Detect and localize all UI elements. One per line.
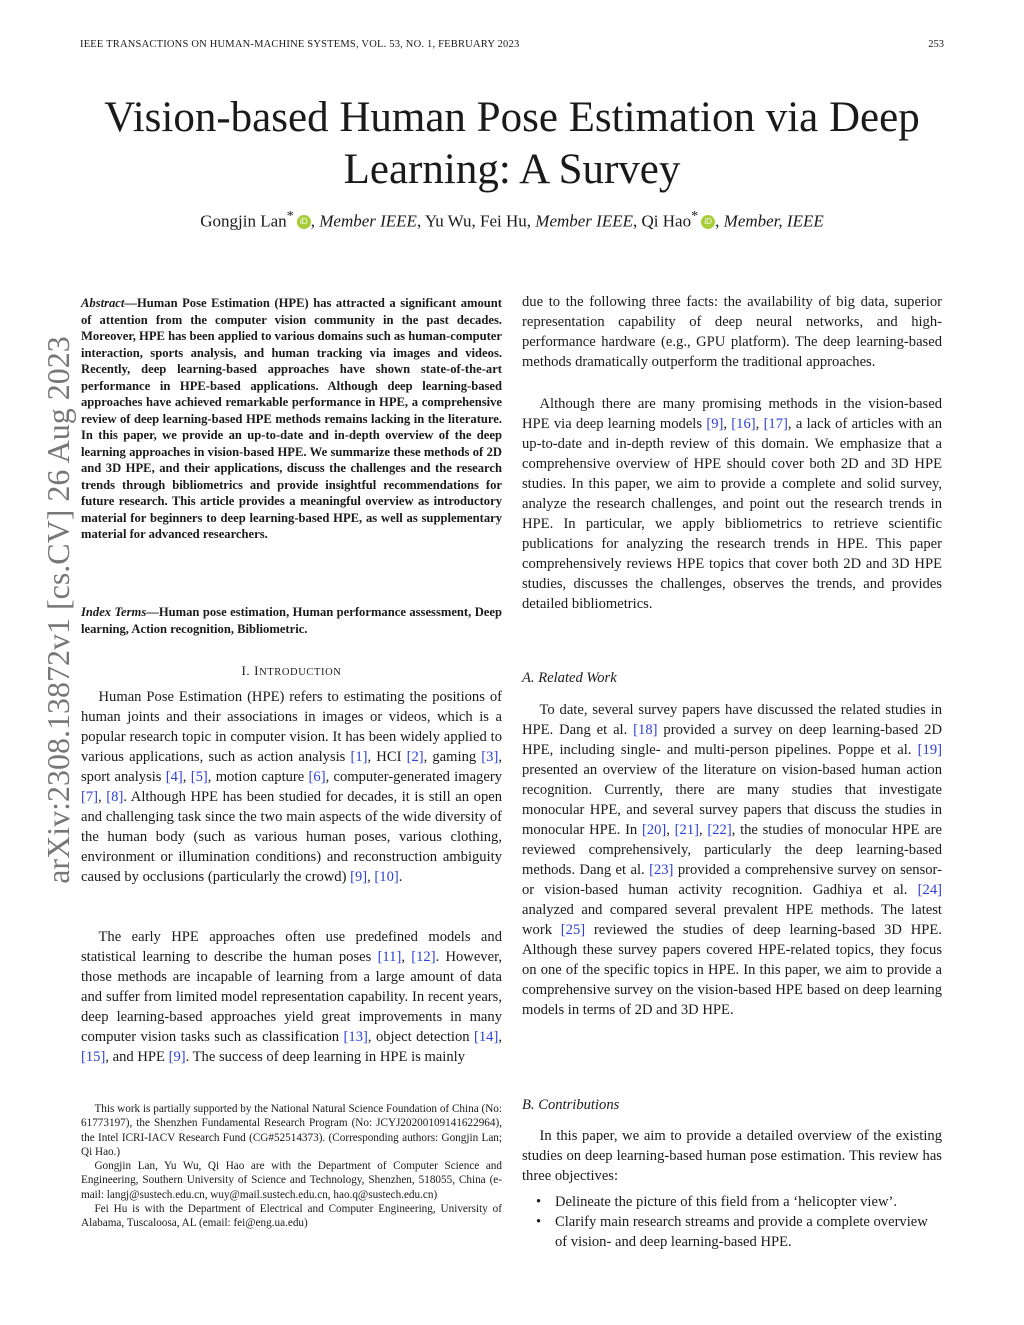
- citation-link[interactable]: [23]: [649, 862, 674, 878]
- citation-link[interactable]: [4]: [165, 769, 183, 785]
- text-run: , the studies of monocular HPE are reviewed comprehensively, particularly the deep learning-based methods. Dang et al.: [522, 822, 943, 878]
- author-name: Gongjin Lan: [200, 211, 287, 231]
- citation-link[interactable]: [16]: [731, 416, 756, 432]
- corresponding-mark: *: [691, 208, 699, 224]
- text-run: The early HPE approaches often use predefined models and statistical learning to describe the human poses: [81, 929, 502, 965]
- citation-link[interactable]: [19]: [917, 742, 942, 758]
- text-run: , HCI: [367, 749, 407, 765]
- text-run: provided a comprehensive survey on sensor- or vision-based human activity recognition. Gadhiya et al.: [522, 862, 942, 898]
- text-run: ,: [699, 822, 708, 838]
- citation-link[interactable]: [8]: [106, 789, 124, 805]
- bullet-icon: •: [536, 1194, 542, 1210]
- text-run: analyzed and compared several prevalent HPE methods. The latest work: [522, 902, 942, 938]
- text-run: due to the following three facts: the availability of big data, superior representation capability of deep neural networks, and high-performance hardware (e.g., GPU platform). The deep learning-based methods dramatically outperform the traditional approaches.: [522, 294, 942, 370]
- text-run: , object detection: [367, 1029, 474, 1045]
- author-line: Gongjin Lan* iD , Member IEEE, Yu Wu, Fei Hu, Member IEEE, Qi Hao* iD , Member, IEEE: [200, 208, 824, 231]
- page-number: 253: [928, 39, 944, 50]
- text-run: ,: [98, 789, 107, 805]
- index-terms-text: —Human pose estimation, Human performance assessment, Deep learning, Action recognition, Bibliometric.: [81, 605, 502, 636]
- intro-paragraph-1: [81, 687, 502, 887]
- abstract: [81, 295, 502, 543]
- corresponding-mark: *: [286, 208, 294, 224]
- citation-link[interactable]: [12]: [411, 949, 436, 965]
- citation-link[interactable]: [5]: [190, 769, 208, 785]
- footnotes: [81, 1102, 502, 1231]
- text-run: . However, those methods are incapable of learning from a large amount of data and suffer from limited model representation capability. In recent years, deep learning-based approaches yield great improvements in many computer vision tasks such as classification: [81, 949, 503, 1045]
- author-name: Qi Hao: [641, 211, 692, 231]
- citation-link[interactable]: [24]: [917, 882, 942, 898]
- text-run: ,: [367, 869, 375, 885]
- citation-link[interactable]: [14]: [474, 1029, 499, 1045]
- list-item: • Delineate the picture of this field from a ‘helicopter view’.: [536, 1194, 898, 1210]
- orcid-icon[interactable]: iD: [297, 215, 311, 229]
- subsection-heading-contributions: B. Contributions: [522, 1097, 620, 1113]
- text-run: . The success of deep learning in HPE is mainly: [185, 1049, 465, 1065]
- citation-link[interactable]: [1]: [350, 749, 368, 765]
- text-run: , motion capture: [207, 769, 309, 785]
- author-affiliation: Member, IEEE: [723, 211, 824, 231]
- citation-link[interactable]: [6]: [308, 769, 326, 785]
- text-run: , a lack of articles with an up-to-date and in-depth review of this domain. We emphasize that a comprehensive overview of HPE should cover both 2D and 3D HPE studies. In this paper, we aim to provide a complete and solid survey, analyze the research challenges, and point out the research trends in HPE. In particular, we apply bibliometrics to retrieve scientific publications for analyzing the research trends in HPE. This paper comprehensively reviews HPE topics that cover both 2D and 3D HPE studies, discusses the challenges, observes the trends, and provides detailed bibliometrics.: [522, 416, 943, 612]
- intro-paragraph-2: [81, 927, 502, 1067]
- objectives-list: [522, 1192, 942, 1252]
- text-run: reviewed the studies of deep learning-based 3D HPE. Although these survey papers covered HPE-related topics, they focus on one of the specific topics in HPE. In this paper, we aim to provide a comprehensive survey on the vision-based HPE based on deep learning models in terms of 2D and 3D HPE.: [522, 922, 942, 1018]
- citation-link[interactable]: [11]: [377, 949, 402, 965]
- text-run: , computer-generated imagery: [325, 769, 502, 785]
- index-terms-label: Index Terms: [81, 605, 147, 619]
- citation-link[interactable]: [15]: [81, 1049, 106, 1065]
- footnote-funding: This work is partially supported by the National Natural Science Foundation of China (No: 61773197), the Shenzhen Fundamental Research Program (No: JCYJ20200109141622964), the Intel ICRI-IACV Research Fund (CG#52514373). (Corresponding authors: Gongjin Lan; Qi Hao.): [81, 1103, 502, 1158]
- citation-link[interactable]: [18]: [633, 722, 658, 738]
- arxiv-stamp: arXiv:2308.13872v1 [cs.CV] 26 Aug 2023: [40, 336, 76, 884]
- list-item: • Clarify main research streams and provide a complete overview of vision- and deep learning-based HPE.: [536, 1214, 928, 1250]
- citation-link[interactable]: [22]: [707, 822, 732, 838]
- citation-link[interactable]: [17]: [763, 416, 788, 432]
- paragraph-contributions: [522, 1126, 942, 1186]
- citation-link[interactable]: [2]: [406, 749, 424, 765]
- text-run: To date, several survey papers have discussed the related studies in HPE. Dang et al.: [522, 702, 942, 738]
- text-run: provided a survey on deep learning-based 2D HPE, including single- and multi-person pipelines. Poppe et al.: [522, 722, 942, 758]
- text-run: ,: [755, 416, 764, 432]
- section-heading-introduction: I. INTRODUCTION: [241, 663, 342, 678]
- paragraph-related-work: [522, 700, 942, 1020]
- author-affiliation: Member IEEE: [319, 211, 417, 231]
- citation-link[interactable]: [20]: [641, 822, 667, 838]
- text-run: . Although HPE has been studied for decades, it is still an open and challenging task since the two main aspects of the wide diversity of the human body (such as various human poses, various clothing, environment or illumination conditions) and reconstruction ambiguity caused by occlusions (particularly the crowd): [81, 789, 503, 885]
- paper-title: Vision-based Human Pose Estimation via Deep Learning: A Survey: [104, 94, 920, 193]
- text-run: ,: [723, 416, 732, 432]
- index-terms: [81, 604, 502, 637]
- paragraph-motivation: [522, 394, 942, 614]
- text-run: ,: [401, 949, 412, 965]
- text-run: Although there are many promising methods in the vision-based HPE via deep learning models: [522, 396, 942, 432]
- text-run: Human Pose Estimation (HPE) refers to estimating the positions of human joints and their associations in images or videos, which is a popular research topic in computer vision. It has been widely applied to various applications, such as action analysis: [81, 689, 502, 765]
- text-run: ,: [182, 769, 191, 785]
- paragraph-continued: [522, 292, 942, 372]
- text-run: presented an overview of the literature on vision-based human action recognition. Currently, there are many studies that investigate monocular HPE, and several survey papers that discuss the studies in monocular HPE. In: [522, 762, 942, 838]
- citation-link[interactable]: [21]: [674, 822, 699, 838]
- running-header: IEEE TRANSACTIONS ON HUMAN-MACHINE SYSTEMS, VOL. 53, NO. 1, FEBRUARY 2023: [80, 39, 520, 50]
- subsection-heading-related-work: A. Related Work: [522, 670, 617, 686]
- citation-link[interactable]: [10]: [374, 869, 399, 885]
- author-name: Fei Hu: [480, 211, 527, 231]
- author-affiliation: Member IEEE: [535, 211, 633, 231]
- footnote-affiliation: Gongjin Lan, Yu Wu, Qi Hao are with the Department of Computer Science and Engineering, Southern University of Science and Technology, Shenzhen, 518055, China (e-mail: langj@sustech.edu.cn, wuy@mail.sustech.edu.cn, hao.q@sustech.edu.cn): [81, 1160, 502, 1201]
- orcid-icon[interactable]: iD: [701, 215, 715, 229]
- text-run: , gaming: [423, 749, 482, 765]
- author-name: Yu Wu: [424, 211, 472, 231]
- text-run: , sport analysis: [81, 749, 502, 785]
- citation-link[interactable]: [3]: [481, 749, 499, 765]
- abstract-label: Abstract: [81, 296, 125, 310]
- footnote-affiliation: Fei Hu is with the Department of Electrical and Computer Engineering, University of Alabama, Tuscaloosa, AL (email: fei@eng.ua.edu): [81, 1203, 502, 1230]
- citation-link[interactable]: [9]: [350, 869, 368, 885]
- text-run: , and HPE: [105, 1049, 169, 1065]
- text-run: .: [398, 869, 403, 885]
- citation-link[interactable]: [13]: [343, 1029, 368, 1045]
- citation-link[interactable]: [9]: [706, 416, 724, 432]
- text-run: In this paper, we aim to provide a detailed overview of the existing studies on deep learning-based human pose estimation. This review has three objectives:: [522, 1128, 942, 1184]
- text-run: ,: [498, 1029, 502, 1045]
- citation-link[interactable]: [7]: [81, 789, 99, 805]
- text-run: ,: [666, 822, 675, 838]
- citation-link[interactable]: [25]: [560, 922, 586, 938]
- citation-link[interactable]: [9]: [168, 1049, 186, 1065]
- abstract-text: —Human Pose Estimation (HPE) has attracted a significant amount of attention from the computer vision community in the past decades. Moreover, HPE has been applied to various domains such as human-computer interaction, sports analysis, and human tracking via images and videos. Recently, deep learning-based approaches have shown state-of-the-art performance in HPE-based applications. Although deep learning-based approaches have achieved remarkable performance in HPE, a comprehensive review of deep learning-based HPE methods remains lacking in the literature. In this paper, we provide an up-to-date and in-depth overview of the deep learning approaches in vision-based HPE. We summarize these methods of 2D and 3D HPE, and their applications, discuss the challenges and the research trends through bibliometrics and provide insightful recommendations for future research. This article provides a meaningful overview as introductory material for beginners to deep learning-based HPE, as well as supplementary material for advanced researchers.: [81, 296, 502, 541]
- bullet-icon: •: [536, 1214, 542, 1230]
